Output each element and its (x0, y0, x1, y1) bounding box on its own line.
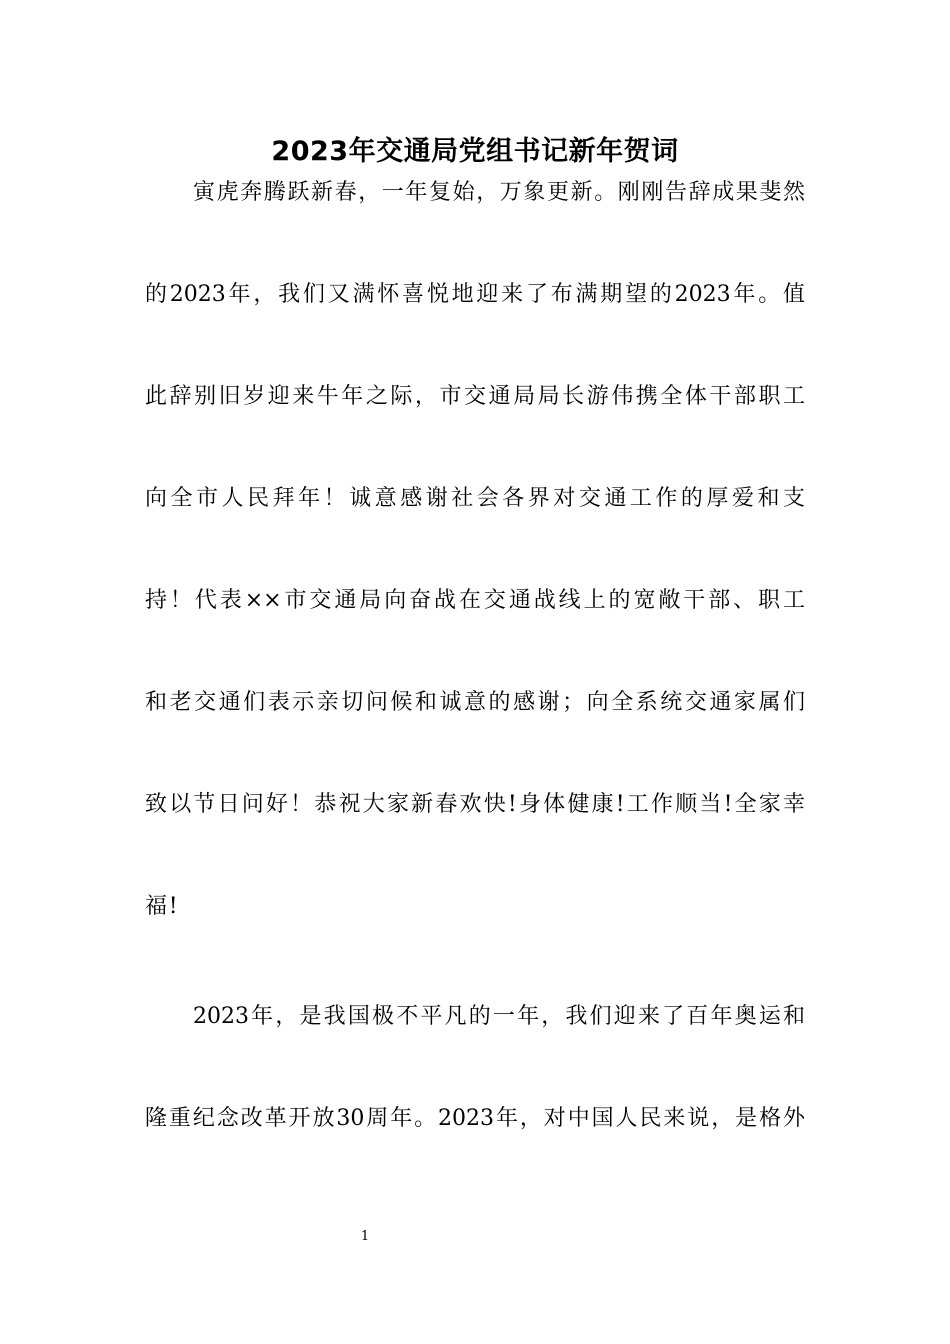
paragraph-line: 隆重纪念改革开放30周年。2023年，对中国人民来说，是格外 (145, 1106, 805, 1131)
paragraph-line: 寅虎奔腾跃新春，一年复始，万象更新。刚刚告辞成果斐然 (193, 180, 805, 205)
paragraph-line: 致以节日问好！恭祝大家新春欢快!身体健康!工作顺当!全家幸 (145, 792, 805, 817)
paragraph-line: 持！代表××市交通局向奋战在交通战线上的宽敞干部、职工 (145, 588, 805, 613)
paragraph-line: 2023年，是我国极不平凡的一年，我们迎来了百年奥运和 (193, 1004, 805, 1029)
page-number: 1 (360, 1229, 370, 1244)
paragraph-line: 向全市人民拜年！诚意感谢社会各界对交通工作的厚爱和支 (145, 486, 805, 511)
paragraph-line: 的2023年，我们又满怀喜悦地迎来了布满期望的2023年。值 (145, 282, 805, 307)
document-title: 2023年交通局党组书记新年贺词 (271, 136, 679, 167)
paragraph-line: 此辞别旧岁迎来牛年之际，市交通局局长游伟携全体干部职工 (145, 384, 805, 409)
paragraph-line: 福! (145, 894, 180, 919)
paragraph-line: 和老交通们表示亲切问候和诚意的感谢；向全系统交通家属们 (145, 690, 805, 715)
